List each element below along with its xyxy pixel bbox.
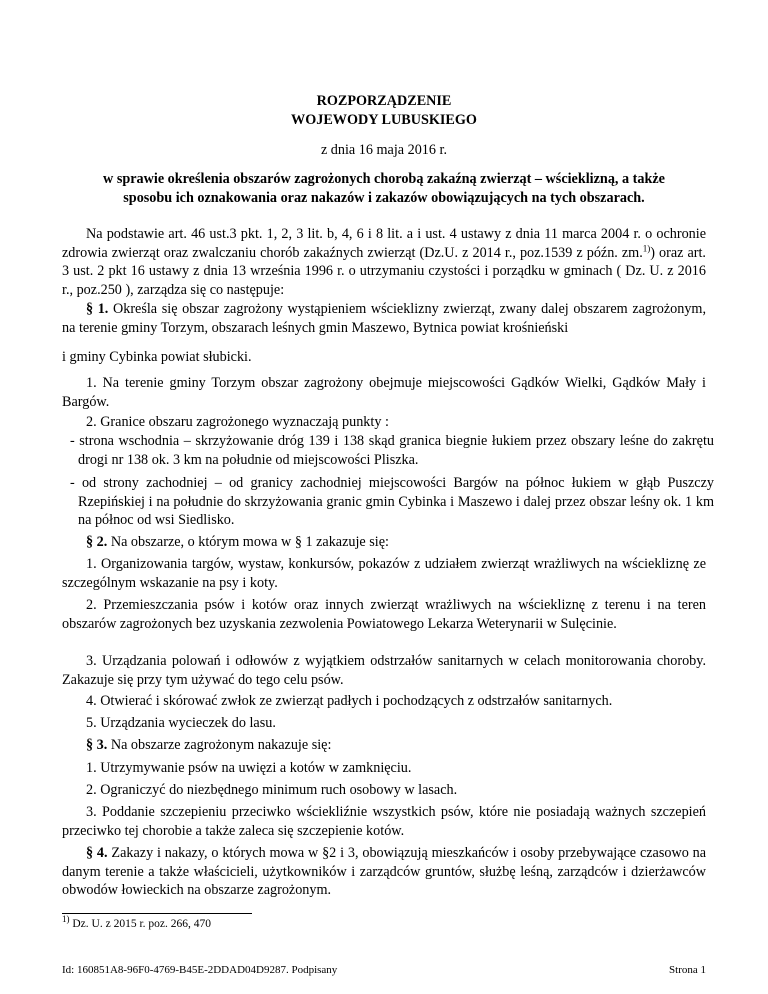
section2-item5: 5. Urządzania wycieczek do lasu.	[86, 715, 276, 731]
footnote-divider	[62, 913, 252, 914]
section2-item1: 1. Organizowania targów, wystaw, konkursów, pokazów z udziałem zwierząt wrażliwych na wściekliznę ze szczególnym wskazanie na psy i koty.	[62, 556, 706, 591]
section2-item2: 2. Przemieszczania psów i kotów oraz innych zwierząt wrażliwych na wściekliznę z terenu i na teren obszarów zagrożonych bez uzyskania zezwolenia Powiatowego Lekarza Weterynarii w Sulęcinie.	[62, 597, 706, 632]
doc-title-line2: WOJEWODY LUBUSKIEGO	[291, 112, 477, 128]
section3-item3: 3. Poddanie szczepieniu przeciwko wściekliźnie wszystkich psów, które nie posiadają ważnych szczepień przeciwko tej chorobie a także zaleca się szczepienie kotów.	[62, 804, 706, 839]
footnote	[62, 914, 211, 930]
preamble	[62, 225, 706, 299]
footer-document-id: Id: 160851A8-96F0-4769-B45E-2DDAD04D9287. Podpisany	[62, 964, 338, 976]
footer-page-number: Strona 1	[669, 964, 706, 976]
section3-item2: 2. Ograniczyć do niezbędnego minimum ruch osobowy w lasach.	[86, 782, 458, 798]
section4-text: Zakazy i nakazy, o których mowa w §2 i 3, obowiązują mieszkańców i osoby przebywające czasowo na danym terenie a także właścicieli, użytkowników i zarządców gruntów, służbę leśną, zarządców i dzierżawców obwodów łowieckich na obszarze zagrożonym.	[62, 845, 707, 899]
section1-item2: 2. Granice obszaru zagrożonego wyznaczają punkty :	[86, 414, 389, 430]
section1-label: § 1.	[86, 301, 109, 317]
section3-paragraph	[62, 736, 706, 755]
section1-item1: 1. Na terenie gminy Torzym obszar zagrożony obejmuje miejscowości Gądków Wielki, Gądków Mały i Bargów.	[62, 375, 706, 410]
section1-text-a: Określa się obszar zagrożony wystąpieniem wścieklizny zwierząt, zwany dalej obszarem zagrożonym, na terenie gminy Torzym, obszarach leśnych gmin Maszewo, Bytnica powiat krośnieński	[62, 301, 706, 336]
footnote-text: Dz. U. z 2015 r. poz. 266, 470	[69, 918, 211, 930]
section1-text-b: i gminy Cybinka powiat słubicki.	[62, 349, 252, 365]
section1-paragraph	[62, 300, 706, 337]
section2-label: § 2.	[86, 534, 108, 550]
section2-item3: 3. Urządzania polowań i odłowów z wyjątkiem odstrzałów sanitarnych w celach monitorowania choroby. Zakazuje się przy tym używać do tego celu psów.	[62, 653, 706, 688]
section3-label: § 3.	[86, 737, 108, 753]
doc-title-line1: ROZPORZĄDZENIE	[316, 93, 452, 109]
preamble-part1: Na podstawie art. 46 ust.3 pkt. 1, 2, 3 lit. b, 4, 6 i 8 lit. a i ust. 4 ustawy z dnia 11 marca 2004 r. o ochronie zdrowia zwierząt oraz zwalczaniu chorób zakaźnych zwierząt (Dz.U. z 2014 r., poz.1539 z późn. zm.	[62, 226, 706, 261]
section3-intro: Na obszarze zagrożonym nakazuje się:	[107, 737, 332, 753]
footnote-marker: 1)	[62, 914, 70, 925]
doc-subject: w sprawie określenia obszarów zagrożonych chorobą zakaźną zwierząt – wścieklizną, a także sposobu ich oznakowania oraz nakazów i zakazów obowiązujących na tych obszarach.	[103, 171, 665, 206]
preamble-part2: ) oraz art. 3 ust. 2 pkt 16 ustawy z dnia 13 września 1996 r. o utrzymaniu czystości i porządku w gminach ( Dz. U. z 2016 r., poz.250 ), zarządza się co następuje:	[62, 244, 706, 298]
section1-dash1: - strona wschodnia – skrzyżowanie dróg 139 i 138 skąd granica biegnie łukiem przez obszary leśne do zakrętu drogi nr 138 ok. 3 km na południe od miejscowości Pliszka.	[70, 433, 714, 468]
footnote-ref: 1)	[642, 242, 651, 253]
doc-date: z dnia 16 maja 2016 r.	[320, 142, 448, 158]
section2-item4: 4. Otwierać i skórować zwłok ze zwierząt padłych i pochodzących z odstrzałów sanitarnych.	[86, 693, 613, 709]
section4-label: § 4.	[86, 845, 108, 861]
section3-item1: 1. Utrzymywanie psów na uwięzi a kotów w zamknięciu.	[86, 760, 412, 776]
section2-intro: Na obszarze, o którym mowa w § 1 zakazuje się:	[107, 534, 389, 550]
section1-dash2: - od strony zachodniej – od granicy zachodniej miejscowości Bargów na północ łukiem w głąb Puszczy Rzepińskiej i na południe do skrzyżowania granic gmin Cybinka i Maszewo i dalej przez obszar leśny ok. 1 km na północ od wsi Siedlisko.	[70, 475, 714, 529]
section2-paragraph	[62, 533, 706, 552]
section4-paragraph	[62, 844, 706, 900]
